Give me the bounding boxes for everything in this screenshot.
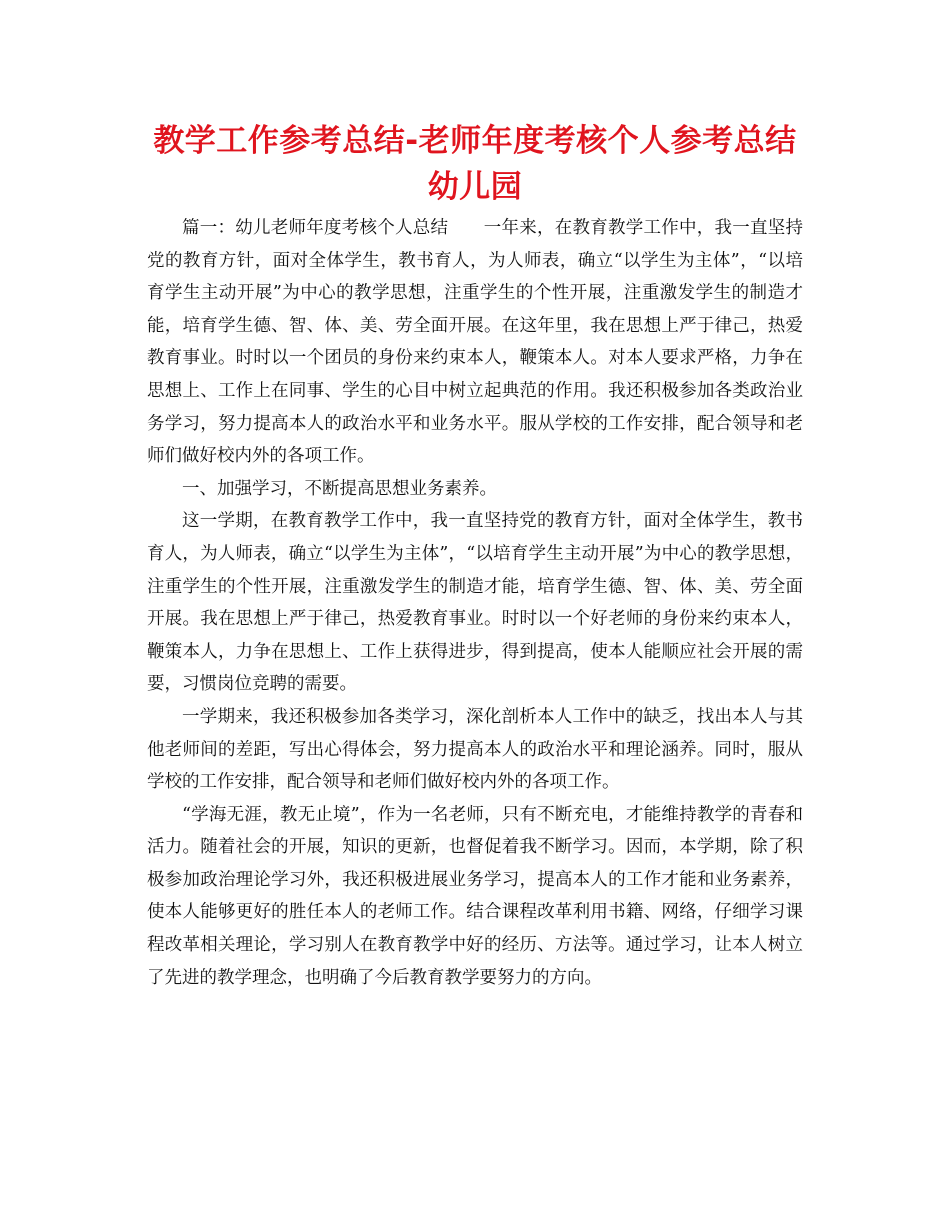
paragraph-learning: “学海无涯，教无止境”，作为一名老师，只有不断充电，才能维持教学的青春和活力。随着社会的开展，知识的更新，也督促着我不断学习。因而，本学期，除了积极参加政治理论学习外，我还积极进展业务学习，提高本人的工作才能和业务素养，使本人能够更好的胜任本人的老师工作。结合课程改革利用书籍、网络，仔细学习课程改革相关理论，学习别人在教育教学中好的经历、方法等。通过学习，让本人树立了先进的教学理念，也明确了今后教育教学要努力的方向。 <box>147 804 803 988</box>
paragraph-intro: 篇一：幼儿老师年度考核个人总结 一年来，在教育教学工作中，我一直坚持党的教育方针，面对全体学生，教书育人，为人师表，确立“以学生为主体”，“以培育学生主动开展”为中心的教学思想，注重学生的个性开展，注重激发学生的制造才能，培育学生德、智、体、美、劳全面开展。在这年里，我在思想上严于律己，热爱教育事业。时时以一个团员的身份来约束本人，鞭策本人。对本人要求严格，力争在思想上、工作上在同事、学生的心目中树立起典范的作用。我还积极参加各类政治业务学习，努力提高本人的政治水平和业务水平。服从学校的工作安排，配合领导和老师们做好校内外的各项工作。 <box>147 218 803 467</box>
document-title: 教学工作参考总结-老师年度考核个人参考总结幼儿园 <box>153 123 797 205</box>
paragraph-semester: 这一学期，在教育教学工作中，我一直坚持党的教育方针，面对全体学生，教书育人，为人师表，确立“以学生为主体”，“以培育学生主动开展”为中心的教学思想，注重学生的个性开展，注重激发学生的制造才能，培育学生德、智、体、美、劳全面开展。我在思想上严于律己，热爱教育事业。时时以一个好老师的身份来约束本人，鞭策本人，力争在思想上、工作上获得进步，得到提高，使本人能顺应社会开展的需要，习惯岗位竞聘的需要。 <box>147 511 803 695</box>
section-heading: 一、加强学习，不断提高思想业务素养。 <box>182 478 497 499</box>
paragraph-study: 一学期来，我还积极参加各类学习，深化剖析本人工作中的缺乏，找出本人与其他老师间的差距，写出心得体会，努力提高本人的政治水平和理论涵养。同时，服从学校的工作安排，配合领导和老师们做好校内外的各项工作。 <box>147 706 803 793</box>
document-body <box>147 212 803 994</box>
